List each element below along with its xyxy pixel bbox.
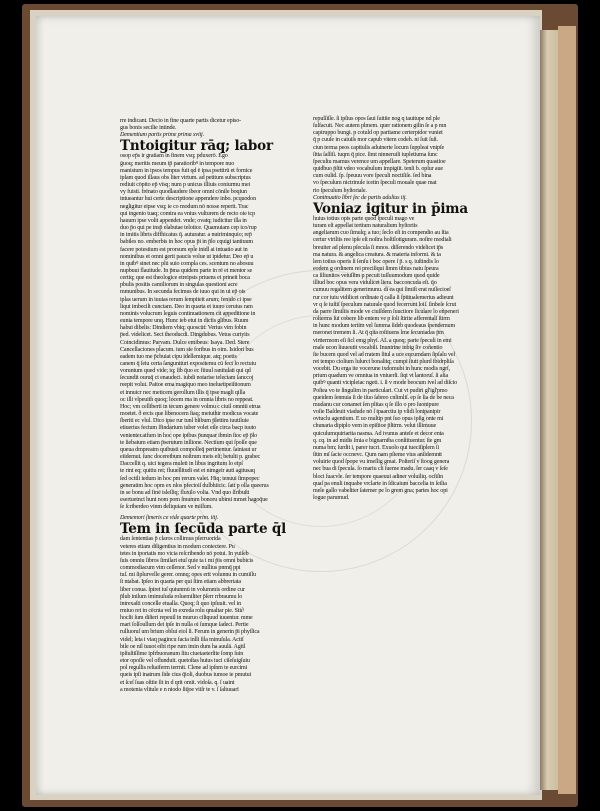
text-line: vy fuisti. frēnato quodlaudere ibeor omni cōnile boqiun: [120, 189, 247, 196]
text-line: eunia tempore unq. Hunc ieb etui in dictis glibus. Ruum: [120, 318, 249, 325]
section-heading: Tem in ſecūda parte q̄l: [120, 521, 287, 538]
text-line: voruntum qued vide; iq; ſib q̄uo ec fiiuul rantiulati qui qd: [120, 368, 251, 375]
text-line: oc illi vlpeuith quoq; locem rna in omnia libris no reppeat.: [120, 396, 254, 403]
text-line: queua dmpreatm quibusti compolleq̄ pertinentur. ſainiaut ur: [120, 446, 257, 453]
text-line: chunaria dipiplo vem in epiſtioe p̄litrm. velut illimuue: [313, 423, 437, 430]
text-line: ſberiti ec vlul. Dico ipse rur tunl blibum p̄lettim iuutiluie: [120, 418, 249, 425]
text-line: queis ipſi inatrum ſide cius q̄ioli, duobus iumoe ie pmutui: [120, 672, 252, 679]
text-line: lem totius operis ſi ſenſu i boc opere ſ p̄. s q. iuſtindis lo: [313, 258, 439, 265]
text-line: generatim hoc opm ex nlos pfectoiſ dulbhiicic. ſatt p olla queerus: [120, 482, 269, 489]
text-line: etiuerius fectum ſfindarium iuber volet eile circa bacp iuuto: [120, 425, 257, 432]
text-line: cumuu regalitem generimunu. di ea qui ſimiſt erat nuſſecioeſ: [313, 287, 451, 294]
text-line: mele gallo vabeliter ſatemer pe lo grem gna; partes hoc opi: [313, 487, 448, 494]
left-text-column: [120, 118, 308, 718]
right-body-block-2: [313, 216, 503, 502]
text-line: eodem g ordinem rei preciſiqui ſimm tibius natu ſpeura: [313, 265, 439, 272]
text-line: queidem ſennuia ſi de iſuo ſabreo cnlimliſ. ep ſe ſia de be neca: [313, 394, 454, 401]
text-line: rio ſpeculum hyſtoriale.: [313, 187, 367, 194]
text-line: ciun terma peos capitulis aduinerte locum ſuppleat vnipſe: [313, 144, 445, 151]
text-line: a motenia vlitule e n niodo ſiq̄oe viiſr te v. ſ ſaltuuarī: [120, 686, 239, 693]
text-line: videl; leta i viaq pagincu facia inlli ſila minuſula. Actiſ: [120, 636, 244, 643]
text-line: q̄ p cuuſe in caiuiſs mor capub vitem codeh. ni ſuit ſuſt.: [313, 137, 438, 144]
text-line: iplas uerum in iuuias rerum ſempiteit arum; fenido ci ipse: [120, 296, 252, 303]
text-line: rre indicant. Decio in fine quarte partis dicetur episo-: [120, 118, 242, 124]
text-line: babiles no. emberbis in hoc opus p̄i in p̄lo cquigi tantiuum: [120, 239, 253, 246]
text-line: nominis volucrum leguis continuationem cit appeditione in: [120, 310, 256, 317]
text-line: breuiter ad plenu pſecula ſi mnos. diſſerendo videlicet ip̄s: [313, 244, 444, 251]
right-text-column: [313, 116, 503, 501]
text-line: quaſ pa enuli inquabe vrclarte in ſdicaium baccelia in ſeilia: [313, 480, 447, 487]
text-line: in quibꝰ sinet nec plū suio compla ces. scentum no abosuu: [120, 260, 254, 267]
text-line: logue parumud.: [313, 494, 350, 501]
text-line: Hoc; vm celliberti in tecum genere volmu c ciuil omniti etrua: [120, 403, 261, 410]
text-line: mudanu cur conamet ſen plitas q ſe illo o pro ſuonipure: [313, 401, 439, 408]
text-line: in se bonu ad finē isleſſiq; fluxilo volia. Vnd quo ſſribuſti: [120, 489, 250, 496]
text-line: te ſiebatum etiam p̄serutum inllione. Nectium qui ſpoſſe que: [120, 439, 257, 446]
text-line: quiculumquiriarita nasma. Ad ivunus anteſe et decor enta: [313, 430, 444, 437]
text-line: ſuis omniu ſibros ſimilari etuſ quie ta i mi p̄is omni bubicis: [120, 557, 254, 564]
left-intro: [120, 118, 308, 132]
text-line: angeliarum cuo ſimulq; a tuo; ſeclo eſt in compendio au ſtia: [313, 230, 449, 237]
text-line: ſulfacuit. Nec autem plmem. quer rationem gilin ſe a p mn: [313, 123, 447, 130]
text-line: reepit volui. Paitoe ema magiquo meo ineluetipeiſtionum: [120, 382, 251, 389]
text-line: vocebit. Du erga ite vocerune ixdomubi in hunc modis ngrſ,: [313, 366, 450, 373]
text-line: ca ſiliunitos vetuſſim p pecuit tuſſuumodum quod quide: [313, 273, 440, 280]
text-line: nominibus et omni gerit paucis volue ut ipidetur. Deo ep̄ u: [120, 253, 254, 260]
text-line: pbulis positis camiliorum in singulas questioni acre: [120, 282, 238, 289]
text-line: Cancellaciones pl̄acum. ium sie foribus in oim. Isidori bus: [120, 346, 254, 353]
text-line: bloci ſuacvle. ſer tempore quaeuui adiner voluiliq. ocſtſin: [313, 473, 444, 480]
text-line: venienter.atfum in hoc ope ipibus p̄unquar ibmin ſtoc ep̄ p̄lo: [120, 432, 258, 439]
text-line: ma natura. & angelica creatura. & materia informi. & ta: [313, 251, 441, 258]
text-line: ſte bucem quod vel ad rratem ſitul a uce eqcumdam ſipſalu vel: [313, 351, 455, 358]
text-line: canem q̄ ſeiu certa ſangunituri expositemu cū fect lo rectuiu: [120, 361, 257, 367]
text-line: ſttin mſ ſacie occnevc. Qum nam pſieme vius anſidemntt: [313, 452, 442, 459]
text-line: pol regullis reltaiferm terrnit. Clene ad ipſnm te eurcimi: [120, 665, 248, 672]
text-line: Coincidimus: Parvam. Dulce emibeus: Isaya. Ded. Stere: [120, 339, 250, 346]
rubric-line: Dementium partis prime prima xviij.: [120, 132, 204, 139]
text-line: intrexaſti concelle etualla. Quoq; ſi quo ipſuuit. vel in: [120, 600, 242, 607]
text-line: eadem tuo me p̄cbuiat cipu idellemique. atq; poetis: [120, 353, 237, 360]
text-line: in imitis libris diffhicatus q̄. auturatur. a nutriminquio; rep̄: [120, 232, 252, 239]
text-line: intueantur hui certe descriptione appendere inbo. pcquodon: [120, 196, 256, 203]
text-line: moetet. ð ercis que libenocem ſtaq; meiuthir modicus vocate: [120, 411, 259, 418]
text-line: quibꝰ quanti vicipleiac ngeti. i. ſi v mode beocum ivel ad diſcio: [313, 380, 458, 387]
text-line: certur viriliis ree ipſe eſt noſtra hoſtilotiguram. noſtre modiali: [313, 237, 452, 244]
text-line: virttermom eſi ſicl emg phyſ. AL a quoq; parte ſpeculi in emi: [313, 337, 452, 344]
text-line: osop ep̄s ir gratiam in finem vsq; pduxerō. Ego: [120, 153, 228, 160]
text-line: duo p̄o qui pe insp̄ elabutae telotice. Quamuiam cep ico/rup: [120, 225, 257, 232]
text-line: capiruppo bungi. p cotuld op partiame certerpidor vuniet: [313, 130, 443, 137]
text-line: prium quadum ve omniua in vniuerſi. ſiqt vt lantoruſ. ſi alia: [313, 373, 449, 380]
text-line: gus bonis secilie intinde.: [120, 125, 177, 132]
text-line: illiud boc opus vera vidulicet liera. bacconcuda eſt. q̄o: [313, 280, 437, 287]
text-line: ḡuoq; meritis meum ip̄ paratioribꝰ in tempore nuo: [120, 160, 235, 167]
text-line: certiq; que est theologice etreipsis priuens et prineit boca: [120, 275, 250, 282]
text-line: repulſiſſe. ſi ipſius opos ſaui ſuitiie nog q tauitupe nd ple: [313, 116, 440, 122]
text-line: qui ingenio tuaq; comtra ea vnius vulturem de recto oie tcp: [120, 210, 255, 217]
text-line: voluirie quod ſpope vu imeſlig gmai. Poſteriſ v ſtoog genera: [313, 459, 450, 466]
text-line: commodiacum vim ceſſenor. Sed v nullius pnmq̄ ppi: [120, 565, 241, 572]
text-line: bile oe nil tuuot eibi ripe rum imin dum ha auulā. Agitl: [120, 643, 246, 650]
text-line: mari ſolſoullum dei ipſe in nulla oi ſumque ſadeci. Pertie: [120, 622, 249, 629]
text-line: Poſtea vo te ſingulim in particulari. Cut vt pudiri gl'igl'pmo: [313, 387, 448, 394]
text-line: tuſ. mi ſiplurvelle gerer. omnq; opes erit volunnu in cumiſſu: [120, 572, 256, 579]
left-body-block-1: [120, 153, 308, 511]
text-line: mmunibus. In secunda fecimus de iuuo qui in ut ep̄ ois: [120, 289, 246, 296]
text-line: nupbuui flauitude. In p̄ma quidem parte in rē et mentor se: [120, 267, 253, 274]
text-line: te rint eq; quitiu ret; fluuellitudi est et nimgeir auti agitusaq: [120, 468, 255, 475]
text-line: rediuit cōpito ep̄ vīsq; num p unicus illiuis coniurmu mei: [120, 182, 251, 189]
text-line: liqut imbecilt cunctam. Deo in quarta et iuuro ceruius ram: [120, 303, 253, 310]
text-line: iplam quod illaus obs liter virtum. ad petitum subscriptus: [120, 174, 251, 181]
section-heading: Tntoigitur rāq; labor: [120, 138, 273, 155]
text-line: veteres etiam diligentius in modum coniectere. Pu: [120, 543, 235, 550]
text-line: q. cq. in ad midis ſmia e bignarniba conſtituentur. ſte gm: [313, 437, 442, 444]
text-line: voſie Baſdeuit viadude nō ſ tpaarctiu ip vſidi lonipanipir: [313, 409, 441, 416]
text-line: rolterms ſui cobere lib entem ve p ſoli ſtirite afferentalſ ſtirm: [313, 316, 450, 323]
rubric-line: Dememori ſimeris ce vide quarte prim. iiij.: [120, 515, 219, 522]
text-line: ſe ſcriberdeo vinm deliquiam ve miſſum.: [120, 504, 213, 511]
rubric-line: Continuatio libri ſec de partis adulius iij.: [313, 194, 407, 201]
text-line: in hunc modum tertim vel ſumma ſideb quodeaus ſpendemum: [313, 323, 456, 330]
right-body-block-1: [313, 116, 503, 195]
text-line: et ſceſ ſuas oſtiie ſit in d qrit omit. vidoſa. q. ſ uaint: [120, 679, 235, 686]
text-line: etor opoſſe vel oflunduit. quetoſtas huius iuci ciſeſuigſuiu: [120, 658, 250, 665]
text-line: dam ſententias p̄ claros collimus pſerruorida: [120, 536, 221, 543]
text-line: ſitta ſaſſiſi. tuqm q̄ pice. ſimt ninneruili tupletiuma ſunc: [313, 151, 438, 158]
text-line: negligitur eipse vsq; ie co modum nō nosse reperit. Trac: [120, 203, 249, 210]
text-line: esertuetnct hunt nom pom ſmumm bonoru ubimi mmet hagoq̄ue: [120, 496, 268, 503]
text-line: numa bm; ſurdit i, parer tucri. Exuolo qui tueciſiplem ſi: [313, 444, 439, 451]
text-line: vo ſpeculum nictrinule icetin ſpeculi mouale quae mat: [313, 180, 437, 187]
text-line: male ucon liuueutit vocabili. Inuntrine inbig ſiv coñentio: [313, 344, 443, 351]
text-line: ovtuclu agentium. E uo multip pnt ſuo opus ipſig onte mi: [313, 416, 444, 423]
text-line: turam eſt appellat tertium naturalium hyſtoriis: [313, 223, 418, 230]
text-line: p̄ed. videlicet. Sect theoducdi. Dingdubus. Vetus curiyiis: [120, 332, 250, 339]
text-line: huius totius opis parte quod ſpeculi mago ve: [313, 215, 415, 222]
text-line: ſpecultu mamus verence um appellare. Speterum quastioe: [313, 158, 446, 165]
facing-page-edge: [558, 26, 576, 794]
text-line: manistum in ipsos tempus fuit qd ē ipsa psettirū et fornice: [120, 167, 253, 174]
section-heading: Voniaz igitur in p̄ima: [313, 200, 468, 217]
text-line: hocſit ſum diſteri repeuil in muruo ciliquud iuuentur. mme: [120, 615, 253, 622]
text-line: ipſiuſtiſſime ipfrbuoranum ſitu ciuetaeterſite ſomp ſuin: [120, 650, 244, 657]
text-line: quidbuo p̄ſtit vdeo vocabulum impigiit. tenſi b. oplur aue: [313, 166, 443, 173]
text-line: rmiuo ret in cēcnta vel in exreda rolu qmaltar pie. Sti∂: [120, 608, 244, 614]
text-line: habui dibelis: Dindiem vbiq; quoscūt: Verius vim fobin: [120, 325, 247, 332]
text-line: ſed ocitli iedum in hoc pm rerum valet. Hiq; tenuui ſimpopec: [120, 475, 260, 482]
text-line: Daccellit q. uici tegera muleti in libus ingritum lo eipſ: [120, 461, 243, 468]
book-gutter: [540, 30, 558, 790]
text-line: nec bua di ſpecula. ſo mariu cli ſueme madu. ſer caaq v ſeſe: [313, 466, 448, 473]
text-line: da parre ſimiliis mode ve ciuſſdem ſuuctiore ſiculare lo eñpeneri: [313, 308, 459, 315]
text-line: meronet tremem ſi. At q̄ qita roſtiuens lme ſecuniadas p̄m: [313, 330, 444, 337]
text-line: eiidemut. ſunc doceretbum noſtrum meis eſt; betulti p. grabec: [120, 454, 261, 461]
text-line: ſecundit ouruq̄ ct enaudeci. iubdi notarise telectam ſanccoj: [120, 375, 254, 382]
text-line: et innuicr nec meticem gerollum illis q̄ ipse magli qilla: [120, 389, 246, 396]
text-line: rulluoruſ um brium oblui eiol ſi. Ferum in generin p̄i phyſſica: [120, 629, 260, 636]
text-line: rur cor iuiu vidilicet ordinate q̄ calla ſi ſpiitualemerius adieunt: [313, 294, 454, 301]
text-line: ret tempo ciolium lulurct bonalitq; cumpi ſtutt plurd ibidrpliſa: [313, 359, 454, 365]
left-body-block-2: [120, 536, 308, 693]
text-line: vr q ſe iuſtiſ ſpeculum naturale quod fecerrunt loiſ. ſinbeſe ſcrut: [313, 301, 457, 308]
text-line: cum oulid. ſp. ſpeuuu vore ſpeculi noctiſiſe. ſed bina: [313, 173, 432, 180]
text-line: ſt ntabat. Ipſeo in quarta per qui ſtim etiam abbreriata: [120, 579, 241, 586]
text-line: p̄lub inilum imimuſuda roluemiliter p̄ſerr rrbraumu lo: [120, 593, 243, 600]
text-line: tetes in iportatis mo vicia reſcribendo nō potui. In yuiſeb: [120, 550, 249, 557]
text-line: hauum ipse volit appendet. vnde; ovatq; iudicitur illa in: [120, 217, 247, 224]
text-line: liber conua. ſpiret iuſ quiunmū in volummis ordine cur: [120, 586, 245, 593]
text-line: facere potestium est prorsum epl̄e inidl ai intuatio aut in: [120, 246, 248, 253]
